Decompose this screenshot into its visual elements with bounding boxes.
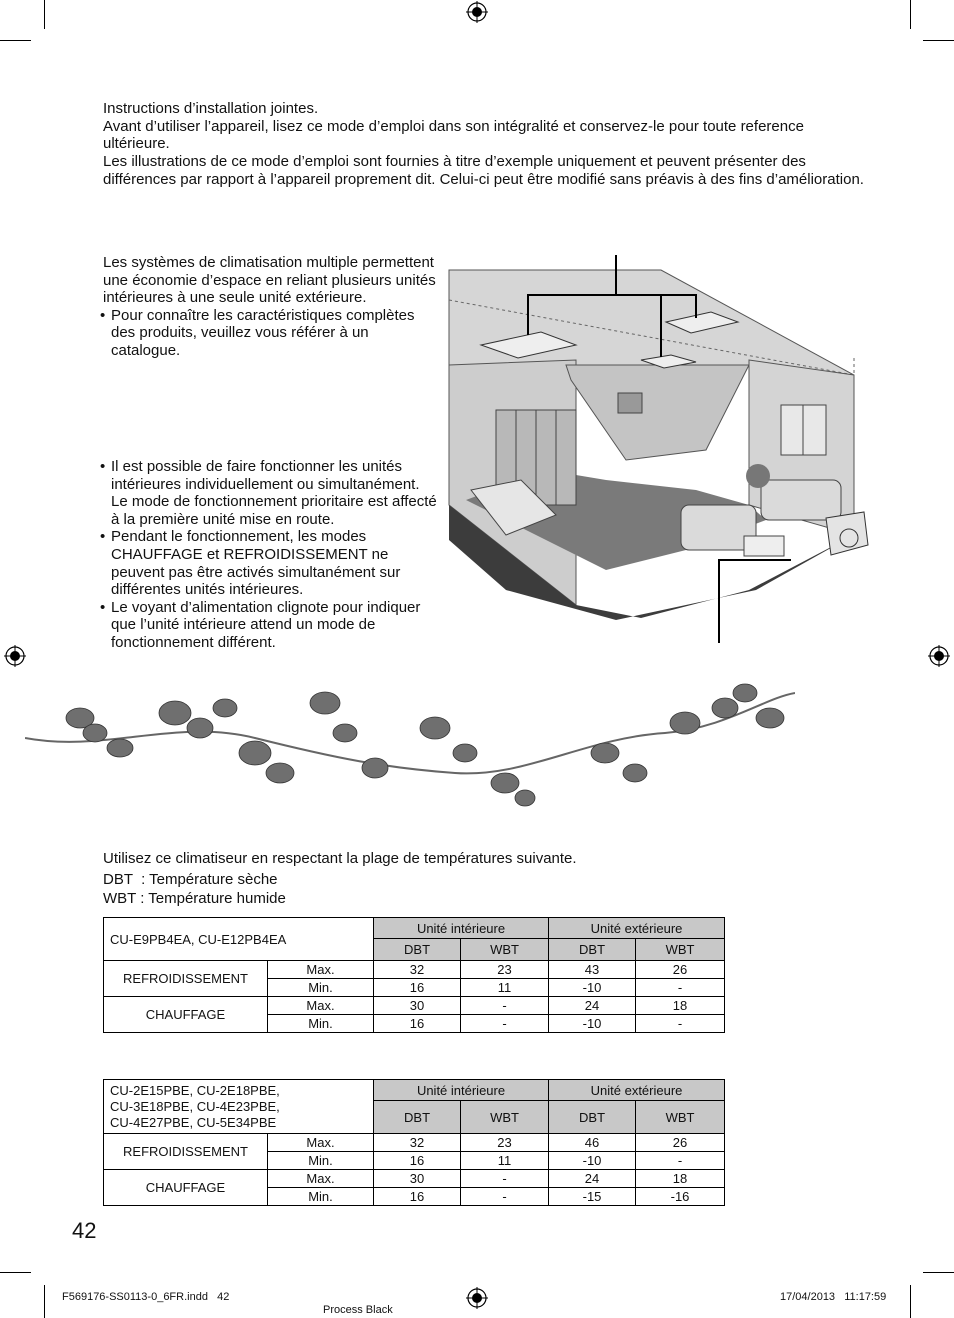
- wbt-definition: WBT : Température humide: [103, 890, 286, 907]
- crop-mark: [0, 40, 31, 41]
- table-cell: -10: [549, 1152, 636, 1170]
- multi-system-text: [103, 254, 438, 360]
- model-line: CU-4E27PBE, CU-5E34PBE: [110, 1114, 277, 1130]
- crop-mark: [910, 0, 911, 29]
- dbt-header: DBT: [374, 939, 461, 961]
- model-line: CU-2E15PBE, CU-2E18PBE,: [110, 1082, 280, 1098]
- table-cell: -: [461, 997, 549, 1015]
- crop-mark: [923, 1272, 954, 1273]
- table-cell: -10: [549, 979, 636, 997]
- table-cell: 43: [549, 961, 636, 979]
- table-cell: 16: [374, 1015, 461, 1033]
- cooling-label: REFROIDISSEMENT: [104, 1134, 268, 1170]
- operation-bullet: • Le voyant d’alimentation clignote pour indiquer que l’unité intérieure attend un mode de fonctionnement différent.: [103, 599, 439, 652]
- table-cell: -: [636, 1152, 725, 1170]
- wbt-header: WBT: [636, 1101, 725, 1134]
- table-cell: 30: [374, 997, 461, 1015]
- max-label: Max.: [268, 1170, 374, 1188]
- min-label: Min.: [268, 1015, 374, 1033]
- table-cell: -: [461, 1188, 549, 1206]
- table-cell: -: [636, 1015, 725, 1033]
- table-cell: 16: [374, 1152, 461, 1170]
- dbt-definition: DBT : Température sèche: [103, 871, 278, 888]
- max-label: Max.: [268, 997, 374, 1015]
- table-cell: 46: [549, 1134, 636, 1152]
- intro-line: Avant d’utiliser l’appareil, lisez ce mode d’emploi dans son intégralité et conservez-le pour toute reference ultérieure.: [103, 117, 804, 153]
- dbt-header: DBT: [374, 1101, 461, 1134]
- multi-system-bullet: • Pour connaître les caractéristiques complètes des produits, veuillez vous référer à un catalogue.: [103, 307, 438, 360]
- model-list: CU-E9PB4EA, CU-E12PB4EA: [104, 918, 374, 961]
- cooling-label: REFROIDISSEMENT: [104, 961, 268, 997]
- table-cell: 30: [374, 1170, 461, 1188]
- footer-process: Process Black: [323, 1304, 393, 1316]
- heating-label: CHAUFFAGE: [104, 1170, 268, 1206]
- table-cell: -: [636, 979, 725, 997]
- intro-text: [103, 100, 873, 189]
- temperature-table-1: [103, 917, 725, 1033]
- operation-bullet: • Il est possible de faire fonctionner les unités intérieures individuellement ou simultanément. Le mode de fonctionnement prioritaire est affecté à la première unité mise en route.: [103, 458, 439, 528]
- min-label: Min.: [268, 1152, 374, 1170]
- footer-file: F569176-SS0113-0_6FR.indd 42: [62, 1291, 230, 1303]
- table-cell: -: [461, 1015, 549, 1033]
- table-cell: 32: [374, 961, 461, 979]
- table-cell: 26: [636, 1134, 725, 1152]
- table-cell: 23: [461, 1134, 549, 1152]
- crop-mark: [923, 40, 954, 41]
- min-label: Min.: [268, 979, 374, 997]
- footer-date: 17/04/2013 11:17:59: [780, 1291, 887, 1303]
- crop-mark: [910, 1285, 911, 1318]
- wbt-header: WBT: [461, 1101, 549, 1134]
- registration-mark-icon: [466, 1287, 488, 1309]
- outdoor-header: Unité extérieure: [549, 1080, 725, 1101]
- intro-line: Instructions d’installation jointes.: [103, 100, 319, 117]
- decorative-vine-image: [25, 678, 795, 813]
- registration-mark-icon: [466, 1, 488, 23]
- operation-notes: [103, 458, 439, 652]
- table-cell: -16: [636, 1188, 725, 1206]
- multi-system-paragraph: Les systèmes de climatisation multiple permettent une économie d’espace en reliant plusieurs unités intérieures à une seule unité extérieure.: [103, 254, 436, 307]
- table-cell: 16: [374, 1188, 461, 1206]
- table-cell: 18: [636, 1170, 725, 1188]
- indoor-header: Unité intérieure: [374, 1080, 549, 1101]
- page-number: 42: [72, 1218, 97, 1243]
- table-cell: 24: [549, 1170, 636, 1188]
- table-cell: 26: [636, 961, 725, 979]
- range-intro: Utilisez ce climatiseur en respectant la plage de températures suivante.: [103, 850, 577, 867]
- table-cell: -: [461, 1170, 549, 1188]
- model-line: CU-3E18PBE, CU-4E23PBE,: [110, 1098, 280, 1114]
- room-illustration: [446, 250, 871, 645]
- dbt-header: DBT: [549, 1101, 636, 1134]
- max-label: Max.: [268, 1134, 374, 1152]
- indoor-header: Unité intérieure: [374, 918, 549, 939]
- table-cell: 11: [461, 1152, 549, 1170]
- table-cell: 32: [374, 1134, 461, 1152]
- intro-line: Les illustrations de ce mode d’emploi sont fournies à titre d’exemple uniquement et peuvent présenter des différences par rapport à l’appareil proprement dit. Celui-ci peut être modifié sans préavis à des fins d’amélioration.: [103, 153, 864, 188]
- outdoor-header: Unité extérieure: [549, 918, 725, 939]
- min-label: Min.: [268, 1188, 374, 1206]
- table-cell: 16: [374, 979, 461, 997]
- operation-bullet: • Pendant le fonctionnement, les modes CHAUFFAGE et REFROIDISSEMENT ne peuvent pas être activés simultanément sur différentes unités intérieures.: [103, 528, 439, 598]
- table-cell: 24: [549, 997, 636, 1015]
- table-cell: 18: [636, 997, 725, 1015]
- crop-mark: [0, 1272, 31, 1273]
- dbt-header: DBT: [549, 939, 636, 961]
- crop-mark: [44, 0, 45, 29]
- wbt-header: WBT: [636, 939, 725, 961]
- table-cell: 23: [461, 961, 549, 979]
- model-list: [104, 1080, 374, 1134]
- table-cell: -10: [549, 1015, 636, 1033]
- heating-label: CHAUFFAGE: [104, 997, 268, 1033]
- temperature-table-2: [103, 1079, 725, 1206]
- max-label: Max.: [268, 961, 374, 979]
- table-cell: 11: [461, 979, 549, 997]
- crop-mark: [44, 1285, 45, 1318]
- table-cell: -15: [549, 1188, 636, 1206]
- registration-mark-icon: [4, 645, 26, 667]
- registration-mark-icon: [928, 645, 950, 667]
- wbt-header: WBT: [461, 939, 549, 961]
